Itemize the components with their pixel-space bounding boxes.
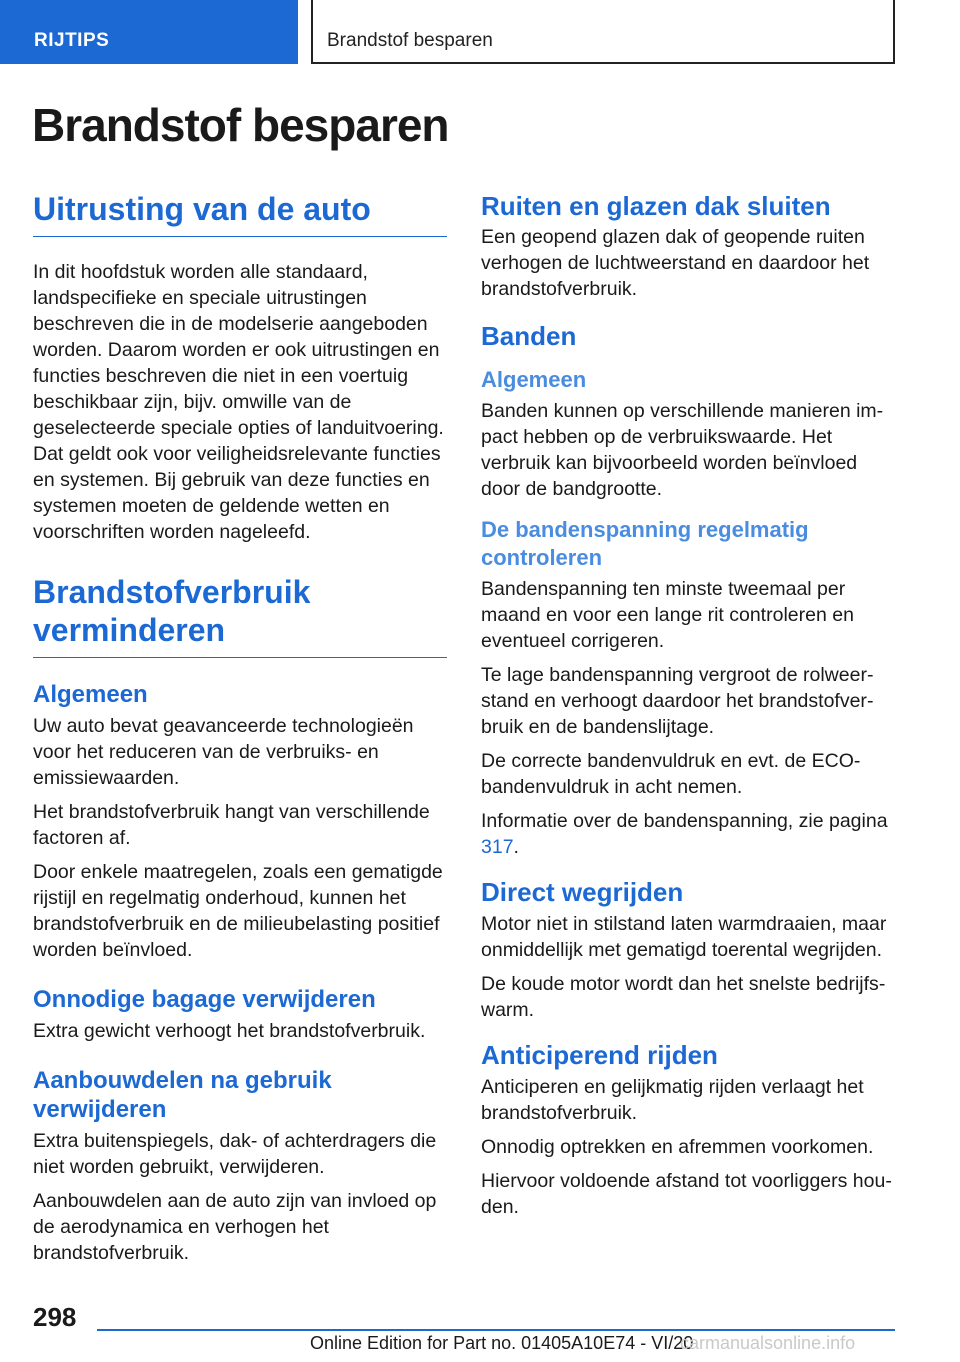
- heading-anticipate: Anticiperend rijden: [481, 1040, 718, 1070]
- heading-tyre-pressure: De bandenspanning regelmatig controleren: [481, 517, 809, 570]
- watermark: carmanualsonline.info: [680, 1333, 856, 1353]
- heading-drive-away: Direct wegrijden: [481, 877, 684, 907]
- paragraph-pressure-4: [481, 808, 895, 860]
- heading-windows: Ruiten en glazen dak sluiten: [481, 191, 831, 221]
- paragraph-general-2: Het brandstofverbruik hangt van verschillende factoren af.: [33, 801, 430, 849]
- paragraph-general-3: Door enkele maatregelen, zoals een gematigde rijstijl en regelmatig onderhoud, kunnen het brandstofverbruik en de milieubelasting positief worden beïnvloed.: [33, 861, 443, 961]
- paragraph-pressure-2: Te lage bandenspanning vergroot de rolweerstand en verhoogt daardoor het brandstofverbruik en de bandenslijtage.: [481, 664, 874, 738]
- paragraph-luggage: Extra gewicht verhoogt het brandstofverbruik.: [33, 1020, 426, 1042]
- footer-divider: [97, 1329, 895, 1331]
- pressure-reference-end: .: [513, 836, 519, 858]
- section-title: Brandstof besparen: [311, 0, 895, 64]
- paragraph-anticipate-1: Anticiperen en gelijkmatig rijden verlaagt het brandstofverbruik.: [481, 1076, 864, 1124]
- paragraph-tyres-general: Banden kunnen op verschillende manieren impact hebben op de verbruikswaarde. Het verbruik kan bijvoorbeeld worden beïnvloed door de bandgrootte.: [481, 400, 884, 500]
- heading-reduce-consumption: Brandstofverbruik verminderen: [33, 573, 447, 658]
- paragraph-pressure-3: De correcte bandenvuldruk en evt. de ECO-bandenvuldruk in acht nemen.: [481, 750, 861, 798]
- paragraph-anticipate-3: Hiervoor voldoende afstand tot voorliggers houden.: [481, 1170, 892, 1218]
- heading-attachments: Aanbouwdelen na gebruik verwijderen: [33, 1067, 332, 1123]
- page-reference-link[interactable]: 317: [481, 836, 514, 858]
- heading-general: Algemeen: [33, 681, 148, 708]
- paragraph-attachments-2: Aanbouwdelen aan de auto zijn van invloed op de aerodynamica en verhogen het brandstofverbruik.: [33, 1190, 437, 1264]
- paragraph-windows: Een geopend glazen dak of geopende ruiten verhogen de luchtweerstand en daardoor het brandstofverbruik.: [481, 226, 870, 300]
- paragraph-attachments-1: Extra buitenspiegels, dak- of achterdragers die niet worden gebruikt, verwijderen.: [33, 1130, 437, 1178]
- page-title: Brandstof besparen: [32, 99, 449, 151]
- chapter-tab: RIJTIPS: [0, 0, 298, 64]
- paragraph-drive-2: De koude motor wordt dan het snelste bedrijfswarm.: [481, 973, 886, 1021]
- heading-tyres-general: Algemeen: [481, 367, 587, 392]
- paragraph-drive-1: Motor niet in stilstand laten warmdraaien, maar onmiddellijk met gematigd toerental wegrijden.: [481, 913, 887, 961]
- edition-note: Online Edition for Part no. 01405A10E74 - VI/20: [310, 1333, 694, 1353]
- right-column: [481, 190, 895, 1228]
- paragraph-anticipate-2: Onnodig optrekken en afremmen voorkomen.: [481, 1136, 874, 1158]
- left-column: [33, 190, 447, 1274]
- heading-luggage: Onnodige bagage verwijderen: [33, 986, 376, 1013]
- heading-tyres: Banden: [481, 321, 577, 351]
- page-number: 298: [33, 1302, 77, 1332]
- paragraph-pressure-1: Bandenspanning ten minste tweemaal per maand en voor een lange rit controleren en eventueel corrigeren.: [481, 578, 854, 652]
- heading-equipment: Uitrusting van de auto: [33, 190, 447, 237]
- pressure-reference-text: Informatie over de bandenspanning, zie pagina: [481, 810, 888, 832]
- paragraph-equipment: In dit hoofdstuk worden alle standaard, landspecifieke en speciale uitrustingen beschreven die in de modelserie aangeboden worden. Daarom worden er ook uitrustingen en functies beschreven die niet in een voertuig beschikbaar zijn, bijv. omwille van de geselecteerde speciale opties of landuitvoering. Dat geldt ook voor veiligheidsrelevante functies en systemen. Bij gebruik van deze functies en systemen moeten de geldende wetten en voorschriften worden nageleefd.: [33, 261, 444, 543]
- paragraph-general-1: Uw auto bevat geavanceerde technologieën voor het reduceren van de verbruiks- en emissiewaarden.: [33, 715, 414, 789]
